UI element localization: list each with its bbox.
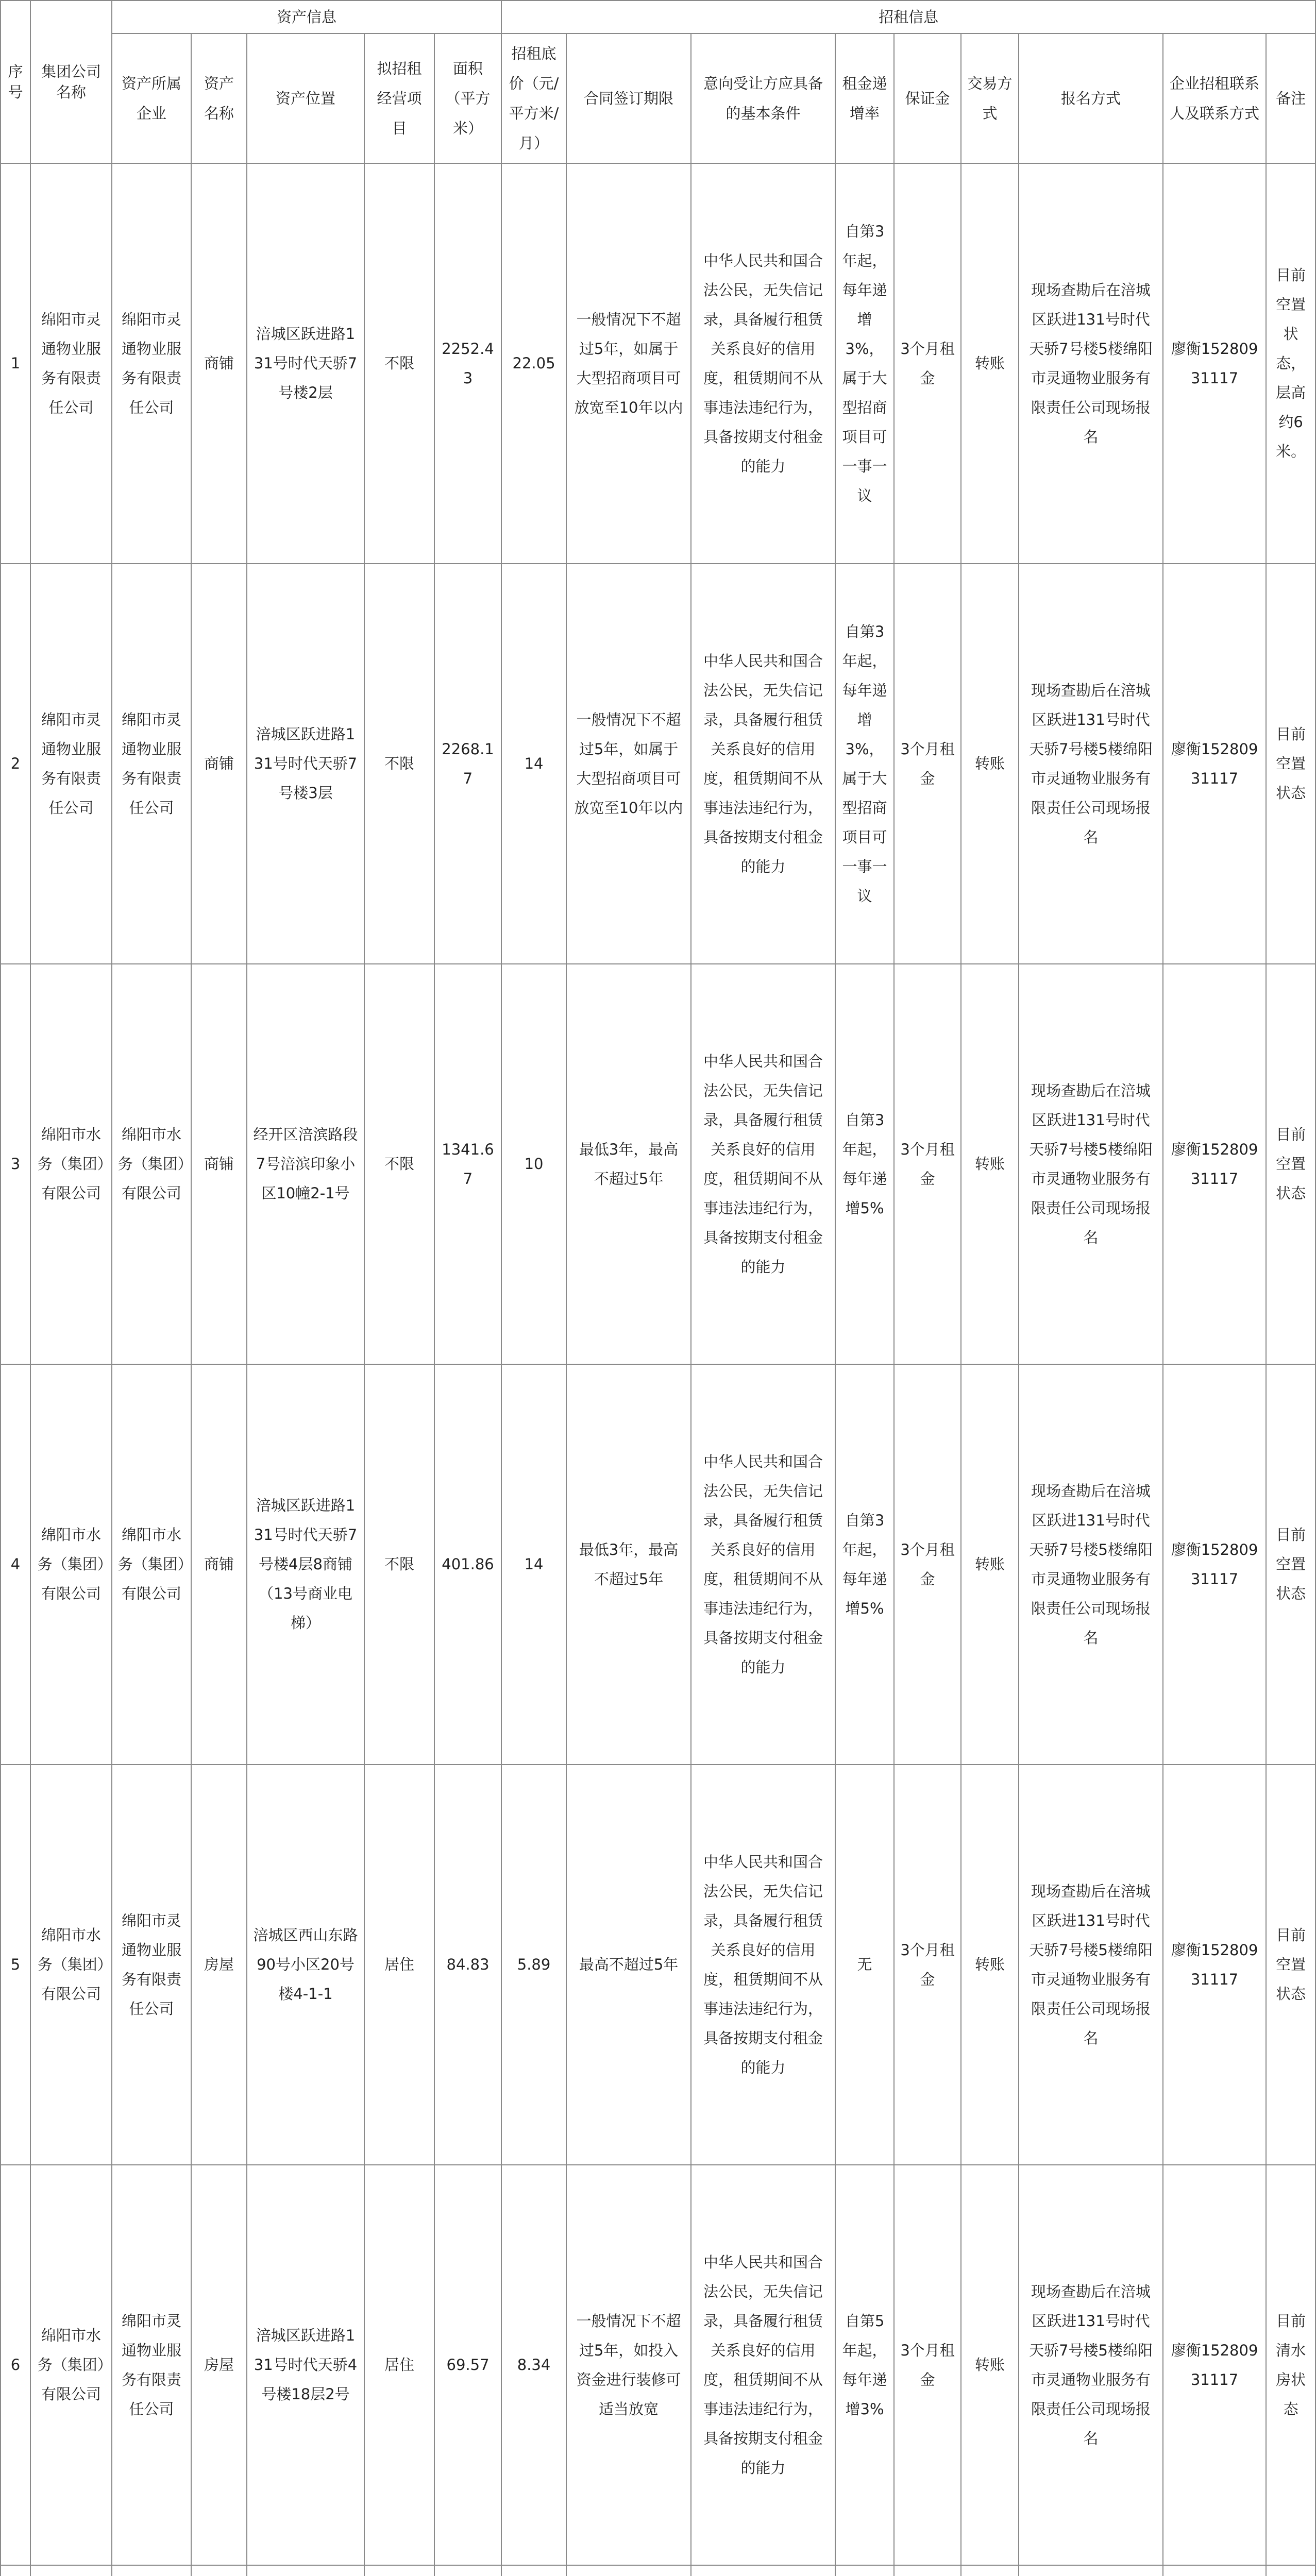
cell-increase — [835, 2565, 894, 2576]
table-row — [1, 163, 1315, 564]
cell-location — [247, 2565, 364, 2576]
cell-contact: 廖衡15280931117 — [1163, 163, 1266, 564]
cell-base-price: 22.05 — [501, 163, 566, 564]
header-requirements: 意向受让方应具备的基本条件 — [691, 33, 835, 163]
cell-increase: 自第3年起，每年递增5% — [835, 1364, 894, 1765]
header-seq: 序号 — [1, 1, 30, 163]
cell-term: 一般情况下不超过5年，如属于大型招商项目可放宽至10年以内 — [566, 564, 691, 964]
cell-base-price — [501, 2565, 566, 2576]
cell-area: 401.86 — [434, 1364, 501, 1765]
cell-requirements: 中华人民共和国合法公民，无失信记录，具备履行租赁关系良好的信用度，租赁期间不从事违法违纪行为，具备按期支付租金的能力 — [691, 564, 835, 964]
cell-requirements: 中华人民共和国合法公民，无失信记录，具备履行租赁关系良好的信用度，租赁期间不从事违法违纪行为，具备按期支付租金的能力 — [691, 163, 835, 564]
cell-asset-name: 商铺 — [191, 1364, 247, 1765]
cell-requirements: 中华人民共和国合法公民，无失信记录，具备履行租赁关系良好的信用度，租赁期间不从事违法违纪行为，具备按期支付租金的能力 — [691, 1765, 835, 2165]
cell-owner: 绵阳市灵通物业服务有限责任公司 — [112, 564, 191, 964]
cell-business-scope: 不限 — [364, 1364, 434, 1765]
cell-term: 最低3年，最高不超过5年 — [566, 1364, 691, 1765]
cell-asset-name: 房屋 — [191, 2165, 247, 2565]
cell-requirements: 中华人民共和国合法公民，无失信记录，具备履行租赁关系良好的信用度，租赁期间不从事违法违纪行为，具备按期支付租金的能力 — [691, 964, 835, 1364]
header-row-top — [1, 1, 1315, 33]
cell-deposit: 3个月租金 — [894, 1765, 961, 2165]
cell-asset-name: 商铺 — [191, 564, 247, 964]
cell-contact: 廖衡15280931117 — [1163, 2165, 1266, 2565]
header-signup: 报名方式 — [1019, 33, 1163, 163]
cell-remark: 目前空置状态 — [1266, 964, 1315, 1364]
cell-location: 经开区涪滨路段7号涪滨印象小区10幢2-1号 — [247, 964, 364, 1364]
cell-seq: 5 — [1, 1765, 30, 2165]
cell-method: 转账 — [961, 2165, 1019, 2565]
cell-deposit: 3个月租金 — [894, 964, 961, 1364]
cell-base-price: 14 — [501, 564, 566, 964]
cell-deposit: 3个月租金 — [894, 163, 961, 564]
table-row — [1, 1765, 1315, 2165]
cell-seq: 1 — [1, 163, 30, 564]
cell-seq — [1, 2565, 30, 2576]
cell-owner — [112, 2565, 191, 2576]
cell-signup: 现场查勘后在涪城区跃进131号时代天骄7号楼5楼绵阳市灵通物业服务有限责任公司现场报名 — [1019, 163, 1163, 564]
cell-location: 涪城区跃进路131号时代天骄4号楼18层2号 — [247, 2165, 364, 2565]
cell-term: 最高不超过5年 — [566, 1765, 691, 2165]
cell-contact: 廖衡15280931117 — [1163, 564, 1266, 964]
cell-signup — [1019, 2565, 1163, 2576]
cell-signup: 现场查勘后在涪城区跃进131号时代天骄7号楼5楼绵阳市灵通物业服务有限责任公司现场报名 — [1019, 1765, 1163, 2165]
cell-signup: 现场查勘后在涪城区跃进131号时代天骄7号楼5楼绵阳市灵通物业服务有限责任公司现场报名 — [1019, 2165, 1163, 2565]
cell-seq: 4 — [1, 1364, 30, 1765]
cell-method: 转账 — [961, 964, 1019, 1364]
cell-method — [961, 2565, 1019, 2576]
header-asset-info: 资产信息 — [112, 1, 501, 33]
cell-location: 涪城区跃进路131号时代天骄7号楼4层8商铺（13号商业电梯） — [247, 1364, 364, 1765]
cell-area — [434, 2565, 501, 2576]
cell-location: 涪城区跃进路131号时代天骄7号楼3层 — [247, 564, 364, 964]
cell-term — [566, 2565, 691, 2576]
cell-requirements: 中华人民共和国合法公民，无失信记录，具备履行租赁关系良好的信用度，租赁期间不从事违法违纪行为，具备按期支付租金的能力 — [691, 2165, 835, 2565]
cell-deposit — [894, 2565, 961, 2576]
table-row — [1, 1364, 1315, 1765]
table-row — [1, 2165, 1315, 2565]
header-base-price: 招租底价（元/平方米/月） — [501, 33, 566, 163]
cell-business-scope: 不限 — [364, 964, 434, 1364]
cell-asset-name: 商铺 — [191, 964, 247, 1364]
cell-signup: 现场查勘后在涪城区跃进131号时代天骄7号楼5楼绵阳市灵通物业服务有限责任公司现场报名 — [1019, 964, 1163, 1364]
cell-increase: 自第5年起，每年递增3% — [835, 2165, 894, 2565]
cell-owner: 绵阳市水务（集团）有限公司 — [112, 964, 191, 1364]
cell-group: 绵阳市水务（集团）有限公司 — [30, 2165, 112, 2565]
cell-remark: 目前空置状态 — [1266, 1364, 1315, 1765]
cell-requirements: 中华人民共和国合法公民，无失信记录，具备履行租赁关系良好的信用度，租赁期间不从事违法违纪行为，具备按期支付租金的能力 — [691, 1364, 835, 1765]
cell-method: 转账 — [961, 163, 1019, 564]
cell-term: 一般情况下不超过5年，如投入资金进行装修可适当放宽 — [566, 2165, 691, 2565]
cell-owner: 绵阳市灵通物业服务有限责任公司 — [112, 2165, 191, 2565]
cell-contact: 廖衡15280931117 — [1163, 1364, 1266, 1765]
header-location: 资产位置 — [247, 33, 364, 163]
cell-increase: 自第3年起，每年递增3%，属于大型招商项目可一事一议 — [835, 564, 894, 964]
cell-seq: 2 — [1, 564, 30, 964]
cell-deposit: 3个月租金 — [894, 2165, 961, 2565]
header-area: 面积（平方米） — [434, 33, 501, 163]
header-business-scope: 拟招租经营项目 — [364, 33, 434, 163]
cell-area: 69.57 — [434, 2165, 501, 2565]
cell-area: 1341.67 — [434, 964, 501, 1364]
cell-remark — [1266, 2565, 1315, 2576]
cell-base-price: 5.89 — [501, 1765, 566, 2165]
cell-location: 涪城区跃进路131号时代天骄7号楼2层 — [247, 163, 364, 564]
cell-group: 绵阳市水务（集团）有限公司 — [30, 964, 112, 1364]
cell-deposit: 3个月租金 — [894, 564, 961, 964]
cell-group — [30, 2565, 112, 2576]
cell-group: 绵阳市水务（集团）有限公司 — [30, 1765, 112, 2165]
cell-business-scope: 居住 — [364, 2165, 434, 2565]
header-contact: 企业招租联系人及联系方式 — [1163, 33, 1266, 163]
cell-owner: 绵阳市灵通物业服务有限责任公司 — [112, 1765, 191, 2165]
cell-remark: 目前清水房状态 — [1266, 2165, 1315, 2565]
cell-location: 涪城区西山东路90号小区20号楼4-1-1 — [247, 1765, 364, 2165]
header-remark: 备注 — [1266, 33, 1315, 163]
cell-term: 最低3年，最高不超过5年 — [566, 964, 691, 1364]
table-row — [1, 964, 1315, 1364]
header-term: 合同签订期限 — [566, 33, 691, 163]
cell-contact: 廖衡15280931117 — [1163, 1765, 1266, 2165]
header-increase: 租金递增率 — [835, 33, 894, 163]
table-row — [1, 564, 1315, 964]
cell-seq: 6 — [1, 2165, 30, 2565]
cell-group: 绵阳市灵通物业服务有限责任公司 — [30, 163, 112, 564]
table-row — [1, 2565, 1315, 2576]
cell-term: 一般情况下不超过5年，如属于大型招商项目可放宽至10年以内 — [566, 163, 691, 564]
cell-method: 转账 — [961, 1765, 1019, 2165]
cell-signup: 现场查勘后在涪城区跃进131号时代天骄7号楼5楼绵阳市灵通物业服务有限责任公司现场报名 — [1019, 564, 1163, 964]
cell-method: 转账 — [961, 1364, 1019, 1765]
cell-group: 绵阳市灵通物业服务有限责任公司 — [30, 564, 112, 964]
header-row-bottom — [1, 33, 1315, 163]
cell-seq: 3 — [1, 964, 30, 1364]
cell-business-scope — [364, 2565, 434, 2576]
cell-business-scope: 不限 — [364, 564, 434, 964]
cell-contact: 廖衡15280931117 — [1163, 964, 1266, 1364]
cell-area: 2252.43 — [434, 163, 501, 564]
table-body — [1, 163, 1315, 2576]
cell-increase: 自第3年起，每年递增5% — [835, 964, 894, 1364]
cell-owner: 绵阳市水务（集团）有限公司 — [112, 1364, 191, 1765]
cell-base-price: 8.34 — [501, 2165, 566, 2565]
cell-asset-name — [191, 2565, 247, 2576]
header-deposit: 保证金 — [894, 33, 961, 163]
header-method: 交易方式 — [961, 33, 1019, 163]
cell-area: 84.83 — [434, 1765, 501, 2165]
cell-remark: 目前空置状态 — [1266, 564, 1315, 964]
cell-asset-name: 房屋 — [191, 1765, 247, 2165]
cell-remark: 目前空置状态 — [1266, 1765, 1315, 2165]
cell-owner: 绵阳市灵通物业服务有限责任公司 — [112, 163, 191, 564]
cell-business-scope: 居住 — [364, 1765, 434, 2165]
cell-signup: 现场查勘后在涪城区跃进131号时代天骄7号楼5楼绵阳市灵通物业服务有限责任公司现场报名 — [1019, 1364, 1163, 1765]
cell-business-scope: 不限 — [364, 163, 434, 564]
cell-base-price: 10 — [501, 964, 566, 1364]
cell-group: 绵阳市水务（集团）有限公司 — [30, 1364, 112, 1765]
cell-requirements — [691, 2565, 835, 2576]
cell-remark: 目前空置状态，层高约6米。 — [1266, 163, 1315, 564]
header-owner: 资产所属企业 — [112, 33, 191, 163]
header-bid-info: 招租信息 — [501, 1, 1315, 33]
cell-base-price: 14 — [501, 1364, 566, 1765]
cell-increase: 无 — [835, 1765, 894, 2165]
cell-contact — [1163, 2565, 1266, 2576]
cell-area: 2268.17 — [434, 564, 501, 964]
cell-method: 转账 — [961, 564, 1019, 964]
header-asset-name: 资产名称 — [191, 33, 247, 163]
cell-deposit: 3个月租金 — [894, 1364, 961, 1765]
cell-increase: 自第3年起，每年递增3%，属于大型招商项目可一事一议 — [835, 163, 894, 564]
cell-asset-name: 商铺 — [191, 163, 247, 564]
header-group-name: 集团公司名称 — [30, 1, 112, 163]
